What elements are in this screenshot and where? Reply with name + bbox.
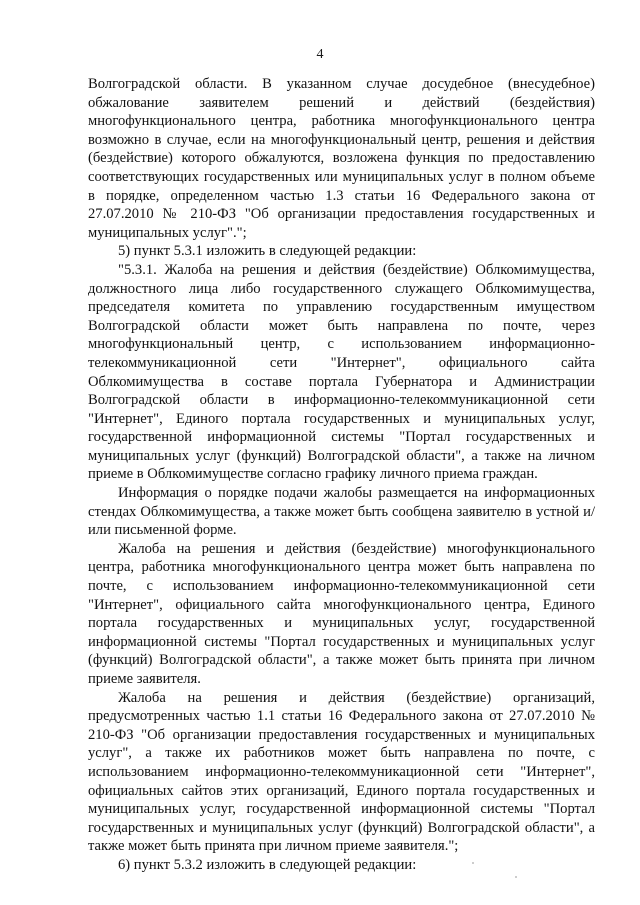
scan-speck xyxy=(472,862,474,864)
paragraph-item-5: 5) пункт 5.3.1 изложить в следующей редакции: xyxy=(118,243,417,260)
paragraph-continuation: Волгоградской области. В указанном случае досудебное (внесудебное) обжалование заявителем решений и действий (бездействия) многофункционального центра, работника многофункционального центра возможно в случае, если на многофункциональный центр, решения и действия (бездействие) которого обжалуются, возложена функция по предоставлению соответствующих государственных или муниципальных услуг в полном объеме в порядке, определенном частью 1.3 статьи 16 Федерального закона от 27.07.2010 № 210-ФЗ "Об организации предоставления государственных и муниципальных услуг"."; xyxy=(88,76,595,241)
paragraph-organizations-complaint: Жалоба на решения и действия (бездействие) организаций, предусмотренных частью 1.1 статьи 16 Федерального закона от 27.07.2010 № 210-ФЗ "Об организации предоставления государственных и муниципальных услуг", а также их работников может быть направлена по почте, с использованием информационно-телекоммуникационной сети "Интернет", официальных сайтов этих организаций, Единого портала государственных и муниципальных услуг, государственной информационной системы "Портал государственных и муниципальных услуг (функций) Волгоградской области", а также может быть принята при личном приеме заявителя."; xyxy=(88,689,595,855)
paragraph-item-6: 6) пункт 5.3.2 изложить в следующей редакции: xyxy=(118,856,417,873)
scan-speck xyxy=(515,876,517,878)
paragraph-5-3-1: "5.3.1. Жалоба на решения и действия (бездействие) Облкомимущества, должностного лица либо государственного служащего Облкомимущества, председателя комитета по управлению государственным имуществом Волгоградской области может быть направлена по почте, через многофункциональный центр, с использованием информационно-телекоммуникационной сети "Интернет", официального сайта Облкомимущества в составе портала Губернатора и Администрации Волгоградской области в информационно-телекоммуникационной сети "Интернет", Единого портала государственных и муниципальных услуг, государственной информационной системы "Портал государственных и муниципальных услуг (функций) Волгоградской области", а также на личном приеме в Облкомимуществе согласно графику личного приема граждан. xyxy=(88,261,595,483)
paragraph-information: Информация о порядке подачи жалобы размещается на информационных стендах Облкомимущества, а также может быть сообщена заявителю в устной и/или письменной форме. xyxy=(88,485,595,539)
page-number: 4 xyxy=(316,47,324,62)
document-body xyxy=(88,75,595,875)
paragraph-mfc-complaint: Жалоба на решения и действия (бездействие) многофункционального центра, работника многофункционального центра может быть направлена по почте, с использованием информационно-телекоммуникационной сети "Интернет", официального сайта многофункционального центра, Единого портала государственных и муниципальных услуг, государственной информационной системы "Портал государственных и муниципальных услуг (функций) Волгоградской области", а также может быть принята при личном приеме заявителя. xyxy=(88,540,595,687)
